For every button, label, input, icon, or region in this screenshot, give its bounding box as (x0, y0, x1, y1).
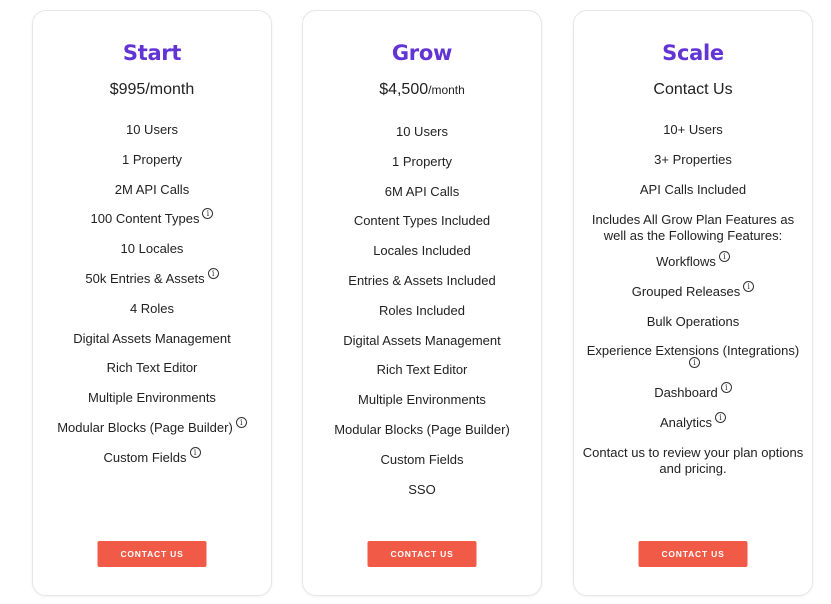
info-icon[interactable]: i (721, 382, 732, 393)
feature-item: 1 Property (392, 153, 452, 169)
info-icon[interactable]: i (236, 417, 247, 428)
info-icon[interactable]: i (208, 268, 219, 279)
info-icon[interactable]: i (743, 281, 754, 292)
feature-item: 10 Users (395, 124, 449, 139)
feature-list (33, 121, 271, 479)
contact-us-button[interactable]: CONTACT US (98, 541, 207, 567)
price-unit: /month (428, 83, 465, 97)
feature-item: Multiple Environments (88, 390, 216, 406)
feature-item: Digital Assets Management (343, 332, 501, 348)
plan-title: Grow (391, 41, 453, 65)
feature-list (303, 123, 541, 510)
feature-item: Experience Extensions (Integrations)i (586, 343, 800, 368)
contact-us-button[interactable]: CONTACT US (639, 541, 748, 567)
feature-item: 6M API Calls (384, 183, 460, 199)
info-icon[interactable]: i (689, 357, 700, 368)
plan-card-grow (302, 10, 542, 596)
feature-item: Rich Text Editor (106, 360, 198, 376)
plan-card-start (32, 10, 272, 596)
feature-item: 10 Locales (120, 241, 184, 257)
feature-item: 2M API Calls (114, 181, 190, 197)
feature-item: 50k Entries & Assets i (33, 270, 271, 287)
feature-item: Bulk Operations (646, 313, 740, 329)
info-icon[interactable]: i (719, 251, 730, 262)
feature-item: SSO (408, 481, 436, 497)
feature-item: Grouped Releases i (574, 283, 812, 300)
feature-item: Rich Text Editor (376, 362, 468, 378)
feature-item: 1 Property (122, 151, 182, 167)
feature-item: Analytics i (574, 414, 812, 431)
plan-title: Start (122, 41, 182, 65)
feature-item: 3+ Properties (654, 152, 732, 168)
info-icon[interactable]: i (190, 447, 201, 458)
plan-price: Contact Us (653, 81, 733, 98)
feature-item: Entries & Assets Included (348, 272, 496, 288)
info-icon[interactable]: i (202, 208, 213, 219)
feature-item: Multiple Environments (358, 392, 486, 408)
feature-item: Modular Blocks (Page Builder) i (33, 419, 271, 436)
feature-item: Contact us to review your plan options and pricing. (582, 444, 804, 476)
feature-item: Custom Fields i (33, 449, 271, 466)
feature-item: 4 Roles (129, 300, 175, 316)
plan-price: $995/month (109, 81, 195, 98)
feature-item: Content Types Included (353, 213, 491, 229)
feature-item: 10+ Users (663, 122, 723, 137)
feature-item: Digital Assets Management (73, 330, 231, 346)
price-amount: $4,500 (379, 81, 429, 98)
feature-item: 10 Users (125, 122, 179, 137)
plan-price (303, 81, 541, 99)
feature-item: Workflows i (574, 253, 812, 270)
feature-list (574, 121, 812, 486)
feature-item: 100 Content Types i (33, 210, 271, 227)
feature-item: API Calls Included (639, 182, 747, 198)
feature-item: Modular Blocks (Page Builder) (334, 421, 510, 437)
plan-title: Scale (662, 41, 724, 65)
feature-item: Roles Included (379, 302, 465, 318)
feature-item: Locales Included (373, 243, 471, 259)
feature-item: Dashboard i (574, 384, 812, 401)
feature-item: Custom Fields (380, 451, 464, 467)
feature-item: Includes All Grow Plan Features as well as the Following Features: (591, 211, 795, 243)
contact-us-button[interactable]: CONTACT US (368, 541, 477, 567)
info-icon[interactable]: i (715, 412, 726, 423)
plan-card-scale (573, 10, 813, 596)
